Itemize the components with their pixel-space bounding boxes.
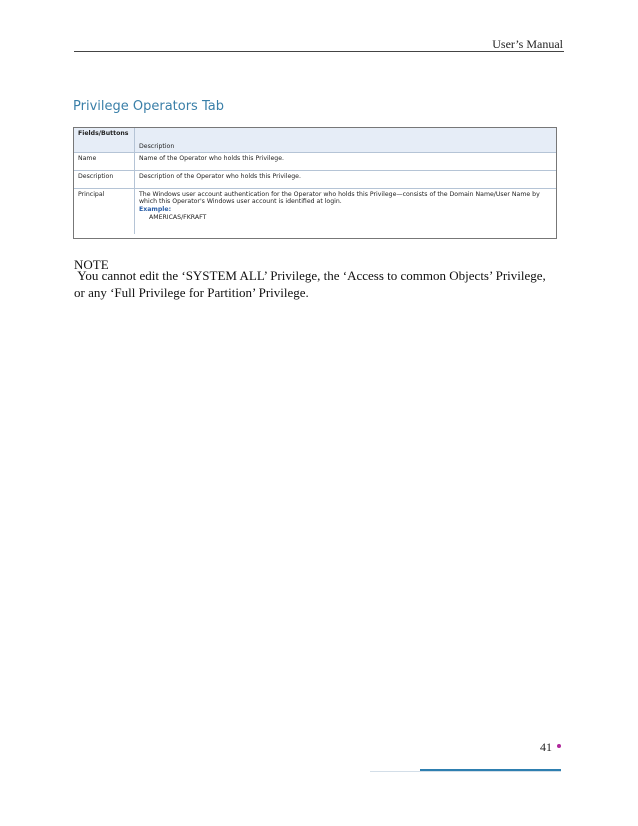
running-header-title: User’s Manual <box>492 37 563 51</box>
table-header-row <box>74 128 556 152</box>
footer-rule-faint <box>370 771 561 772</box>
table-row <box>74 170 556 188</box>
row-field-cell: Name <box>74 152 135 170</box>
row-field-cell: Description <box>74 170 135 188</box>
column-header-description: Description <box>135 128 557 152</box>
row-description-cell <box>135 188 557 234</box>
page-dot-icon <box>557 744 561 748</box>
row-description-cell: Description of the Operator who holds this Privilege. <box>135 170 557 188</box>
header-rule <box>74 51 564 52</box>
column-header-fields: Fields/Buttons <box>74 128 135 152</box>
footer-rule <box>420 769 561 771</box>
section-heading: Privilege Operators Tab <box>73 99 224 114</box>
note-label: NOTE <box>74 257 109 272</box>
fields-table <box>73 127 557 239</box>
row-description-cell: Name of the Operator who holds this Privilege. <box>135 152 557 170</box>
table-row <box>74 152 556 170</box>
note-text: You cannot edit the ‘SYSTEM ALL’ Privilege, the ‘Access to common Objects’ Privilege, or any ‘Full Privilege for Partition’ Privilege. <box>74 268 550 300</box>
page-number: 41 <box>540 740 552 754</box>
fields-table-grid <box>74 128 556 234</box>
example-label: Example: <box>139 205 172 213</box>
table-row <box>74 188 556 234</box>
example-value: AMERICAS/FKRAFT <box>149 213 207 221</box>
row-description-text: The Windows user account authentication for the Operator who holds this Privilege—consists of the Domain Name/User Name by which this Operator's Windows user account is identified at login. <box>139 190 540 205</box>
row-field-cell: Principal <box>74 188 135 234</box>
